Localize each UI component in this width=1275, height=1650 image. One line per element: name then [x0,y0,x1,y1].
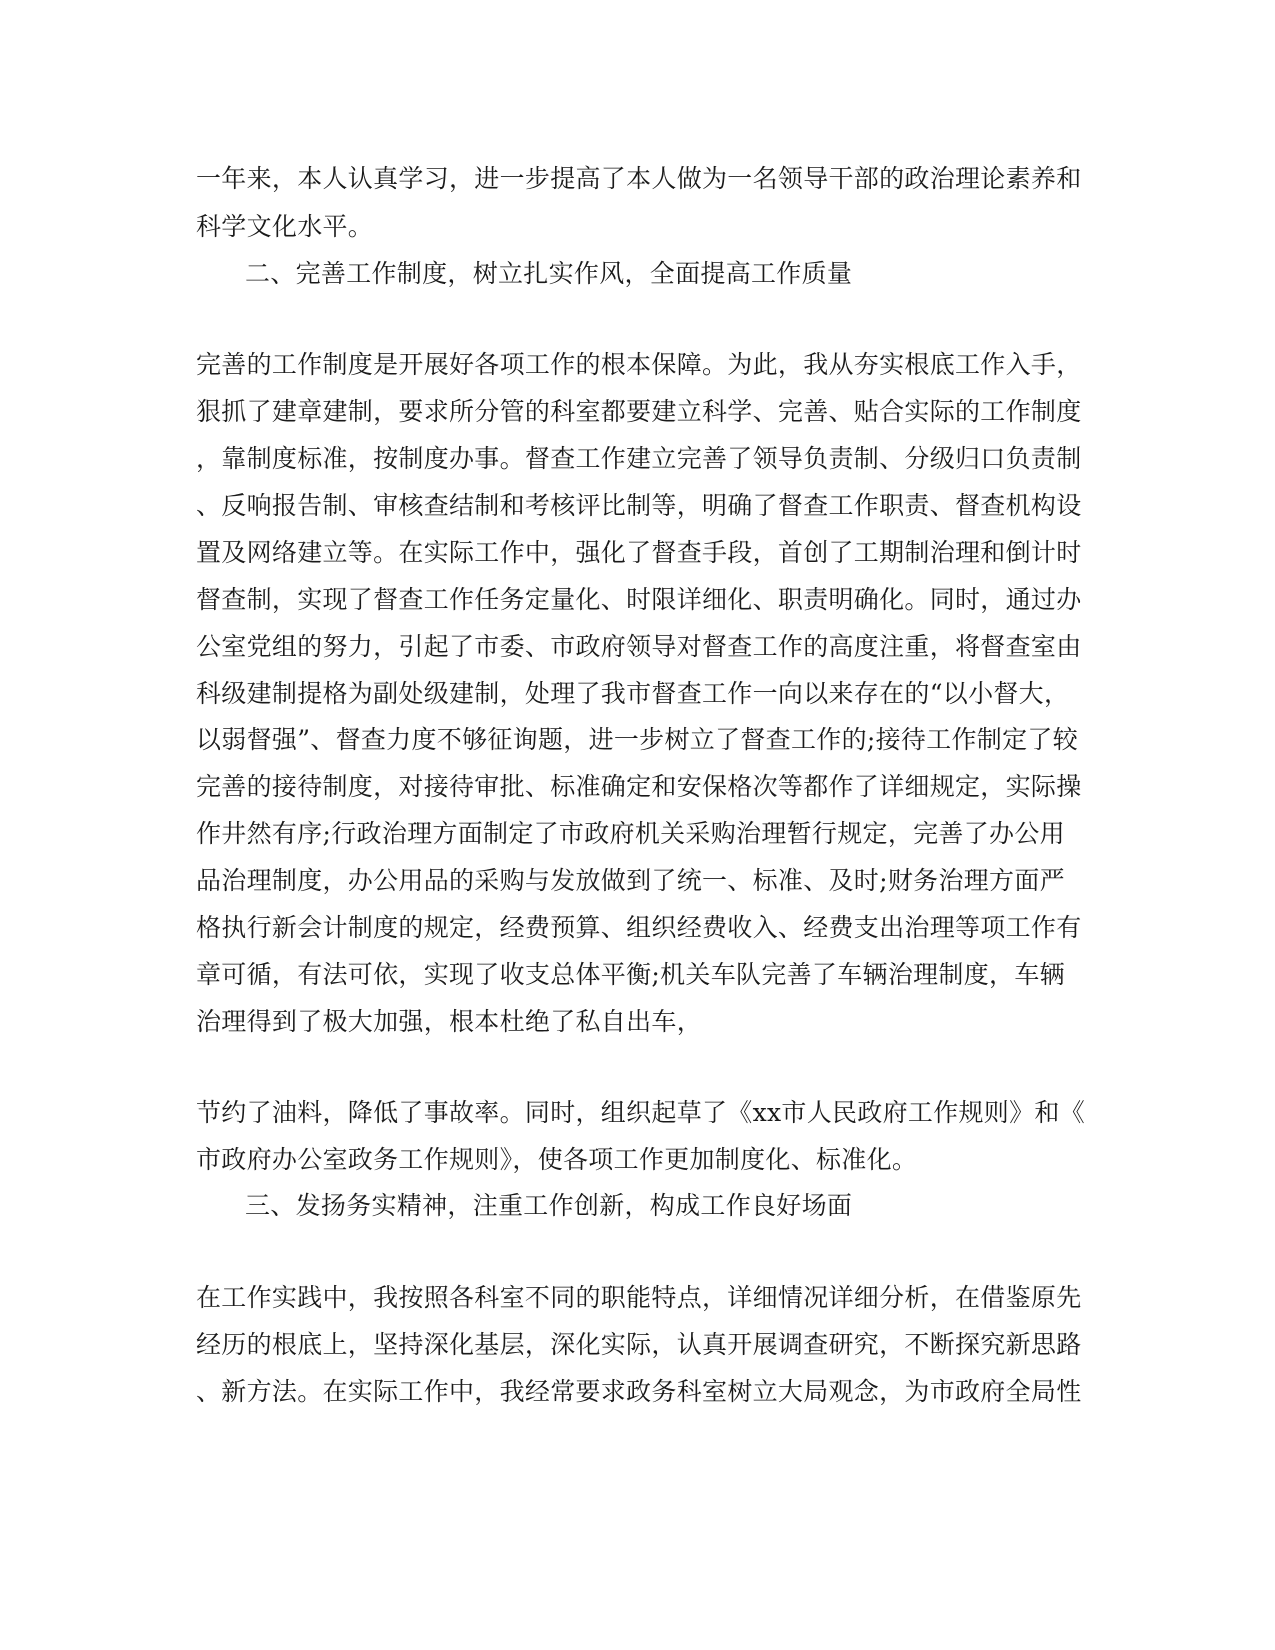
body-text-line: 节约了油料，降低了事故率。同时，组织起草了《xx市人民政府工作规则》和《 [196,1098,1086,1127]
body-text-line: 作井然有序;行政治理方面制定了市政府机关采购治理暂行规定，完善了办公用 [196,819,1065,848]
body-text-line: 品治理制度，办公用品的采购与发放做到了统一、标准、及时;财务治理方面严 [196,866,1065,895]
body-text-line: 督查制，实现了督查工作任务定量化、时限详细化、职责明确化。同时，通过办 [196,585,1082,614]
body-text-line: 完善的接待制度，对接待审批、标准确定和安保格次等都作了详细规定，实际操 [196,772,1082,801]
body-text-line: 章可循，有法可依，实现了收支总体平衡;机关车队完善了车辆治理制度，车辆 [196,960,1065,989]
body-text-line: 在工作实践中，我按照各科室不同的职能特点，详细情况详细分析，在借鉴原先 [196,1283,1082,1312]
body-text-line: 、新方法。在实际工作中，我经常要求政务科室树立大局观念，为市政府全局性 [196,1377,1082,1406]
body-text-line: 、反响报告制、审核查结制和考核评比制等，明确了督查工作职责、督查机构设 [196,491,1082,520]
body-text-line: 置及网络建立等。在实际工作中，强化了督查手段，首创了工期制治理和倒计时 [196,538,1082,567]
body-text-line: 治理得到了极大加强，根本杜绝了私自出车， [196,1007,703,1036]
body-text-line: 完善的工作制度是开展好各项工作的根本保障。为此，我从夯实根底工作入手， [196,350,1082,379]
body-text-line: ，靠制度标准，按制度办事。督查工作建立完善了领导负责制、分级归口负责制 [196,444,1082,473]
section-heading: 三、发扬务实精神，注重工作创新，构成工作良好场面 [245,1191,853,1220]
body-text-line: 狠抓了建章建制，要求所分管的科室都要建立科学、完善、贴合实际的工作制度 [196,397,1082,426]
body-text-line: 经历的根底上，坚持深化基层，深化实际，认真开展调查研究，不断探究新思路 [196,1330,1082,1359]
body-text-line: 以弱督强”、督查力度不够征询题，进一步树立了督查工作的;接待工作制定了较 [196,725,1079,754]
body-text-line: 公室党组的努力，引起了市委、市政府领导对督查工作的高度注重，将督查室由 [196,632,1082,661]
body-text-line: 市政府办公室政务工作规则》，使各项工作更加制度化、标准化。 [196,1145,918,1174]
body-text-line: 科学文化水平。 [196,212,374,241]
body-text-line: 一年来，本人认真学习，进一步提高了本人做为一名领导干部的政治理论素养和 [196,164,1082,193]
body-text-line: 科级建制提格为副处级建制，处理了我市督查工作一向以来存在的“以小督大， [196,679,1070,708]
section-heading: 二、完善工作制度，树立扎实作风，全面提高工作质量 [245,259,853,288]
body-text-line: 格执行新会计制度的规定，经费预算、组织经费收入、经费支出治理等项工作有 [196,913,1082,942]
